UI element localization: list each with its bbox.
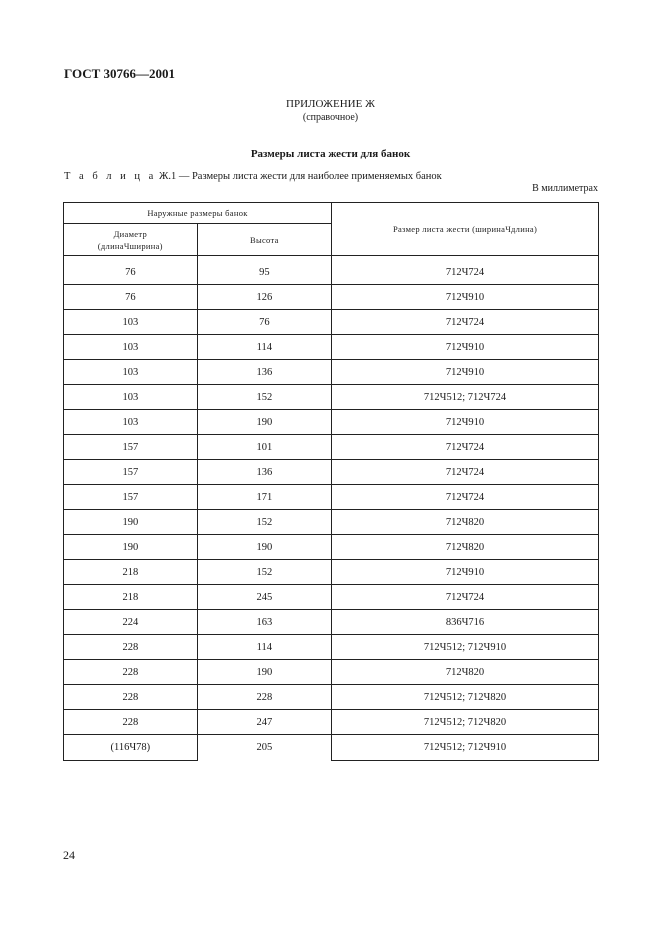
table-row [64, 285, 599, 310]
table-row [64, 385, 599, 410]
height-cell: 190 [197, 410, 331, 435]
table-row [64, 260, 599, 285]
sheet-size-cell: 712Ч724 [332, 585, 599, 610]
sheet-size-cell: 712Ч910 [332, 285, 599, 310]
diameter-cell: 228 [64, 685, 198, 710]
diameter-cell: 157 [64, 460, 198, 485]
height-cell: 247 [197, 710, 331, 735]
table-row [64, 335, 599, 360]
table-title: Размеры листа жести для банок [250, 148, 411, 160]
table-row [64, 460, 599, 485]
height-cell: 101 [197, 435, 331, 460]
sheet-size-cell: 712Ч724 [332, 485, 599, 510]
sheet-size-cell: 836Ч716 [332, 610, 599, 635]
diameter-cell: 228 [64, 660, 198, 685]
header-height: Высота [197, 224, 331, 256]
units-note: В миллиметрах [532, 183, 598, 194]
height-cell: 152 [197, 510, 331, 535]
table-row [64, 710, 599, 735]
sheet-size-cell: 712Ч910 [332, 360, 599, 385]
table-row [64, 435, 599, 460]
height-cell: 152 [197, 385, 331, 410]
document-code: ГОСТ 30766—2001 [64, 66, 176, 81]
table-row [64, 635, 599, 660]
diameter-cell: 218 [64, 560, 198, 585]
height-cell: 190 [197, 660, 331, 685]
diameter-cell: 103 [64, 335, 198, 360]
height-cell: 114 [197, 635, 331, 660]
height-cell: 136 [197, 460, 331, 485]
diameter-cell: (116Ч78) [64, 735, 198, 761]
diameter-cell: 190 [64, 510, 198, 535]
table-row [64, 310, 599, 335]
height-cell: 205 [197, 735, 331, 761]
sheet-size-cell: 712Ч910 [332, 410, 599, 435]
diameter-cell: 103 [64, 385, 198, 410]
sheet-size-cell: 712Ч910 [332, 560, 599, 585]
diameter-cell: 76 [64, 260, 198, 285]
diameter-cell: 218 [64, 585, 198, 610]
appendix-heading [0, 98, 661, 124]
table-row [64, 485, 599, 510]
diameter-cell: 103 [64, 360, 198, 385]
page-number: 24 [63, 848, 75, 862]
diameter-cell: 228 [64, 710, 198, 735]
table-row [64, 560, 599, 585]
height-cell: 190 [197, 535, 331, 560]
sheet-size-table [63, 202, 599, 761]
sheet-size-cell: 712Ч512; 712Ч910 [332, 735, 599, 761]
table-row [64, 510, 599, 535]
height-cell: 76 [197, 310, 331, 335]
diameter-cell: 224 [64, 610, 198, 635]
sheet-size-cell: 712Ч724 [332, 460, 599, 485]
table-row [64, 535, 599, 560]
appendix-title: ПРИЛОЖЕНИЕ Ж [286, 98, 375, 110]
sheet-size-cell: 712Ч512; 712Ч724 [332, 385, 599, 410]
sheet-size-cell: 712Ч820 [332, 535, 599, 560]
appendix-type: (справочное) [302, 112, 359, 123]
header-sheet-size: Размер листа жести (ширинаЧдлина) [332, 203, 599, 256]
table-caption-text: Ж.1 — Размеры листа жести для наиболее применяемых банок [156, 171, 442, 182]
height-cell: 126 [197, 285, 331, 310]
diameter-cell: 157 [64, 485, 198, 510]
height-cell: 228 [197, 685, 331, 710]
diameter-cell: 76 [64, 285, 198, 310]
sheet-size-cell: 712Ч512; 712Ч910 [332, 635, 599, 660]
sheet-size-cell: 712Ч724 [332, 435, 599, 460]
diameter-cell: 190 [64, 535, 198, 560]
height-cell: 163 [197, 610, 331, 635]
sheet-size-cell: 712Ч512; 712Ч820 [332, 685, 599, 710]
sheet-size-cell: 712Ч910 [332, 335, 599, 360]
height-cell: 114 [197, 335, 331, 360]
sheet-size-cell: 712Ч724 [332, 260, 599, 285]
table-row [64, 585, 599, 610]
height-cell: 171 [197, 485, 331, 510]
diameter-cell: 157 [64, 435, 198, 460]
diameter-cell: 103 [64, 310, 198, 335]
sheet-size-cell: 712Ч820 [332, 510, 599, 535]
height-cell: 136 [197, 360, 331, 385]
sheet-size-cell: 712Ч820 [332, 660, 599, 685]
height-cell: 95 [197, 260, 331, 285]
table-caption [64, 171, 442, 182]
table-row [64, 410, 599, 435]
table-row [64, 660, 599, 685]
header-outer-dimensions: Наружные размеры банок [64, 203, 332, 224]
header-diameter: Диаметр (длинаЧширина) [64, 224, 198, 256]
height-cell: 245 [197, 585, 331, 610]
diameter-cell: 228 [64, 635, 198, 660]
table-row [64, 610, 599, 635]
sheet-size-cell: 712Ч724 [332, 310, 599, 335]
table-body [64, 256, 599, 761]
sheet-size-cell: 712Ч512; 712Ч820 [332, 710, 599, 735]
table-caption-label: Т а б л и ц а [64, 171, 157, 182]
table-row [64, 685, 599, 710]
diameter-cell: 103 [64, 410, 198, 435]
table-row [64, 360, 599, 385]
table-row [64, 735, 599, 761]
height-cell: 152 [197, 560, 331, 585]
